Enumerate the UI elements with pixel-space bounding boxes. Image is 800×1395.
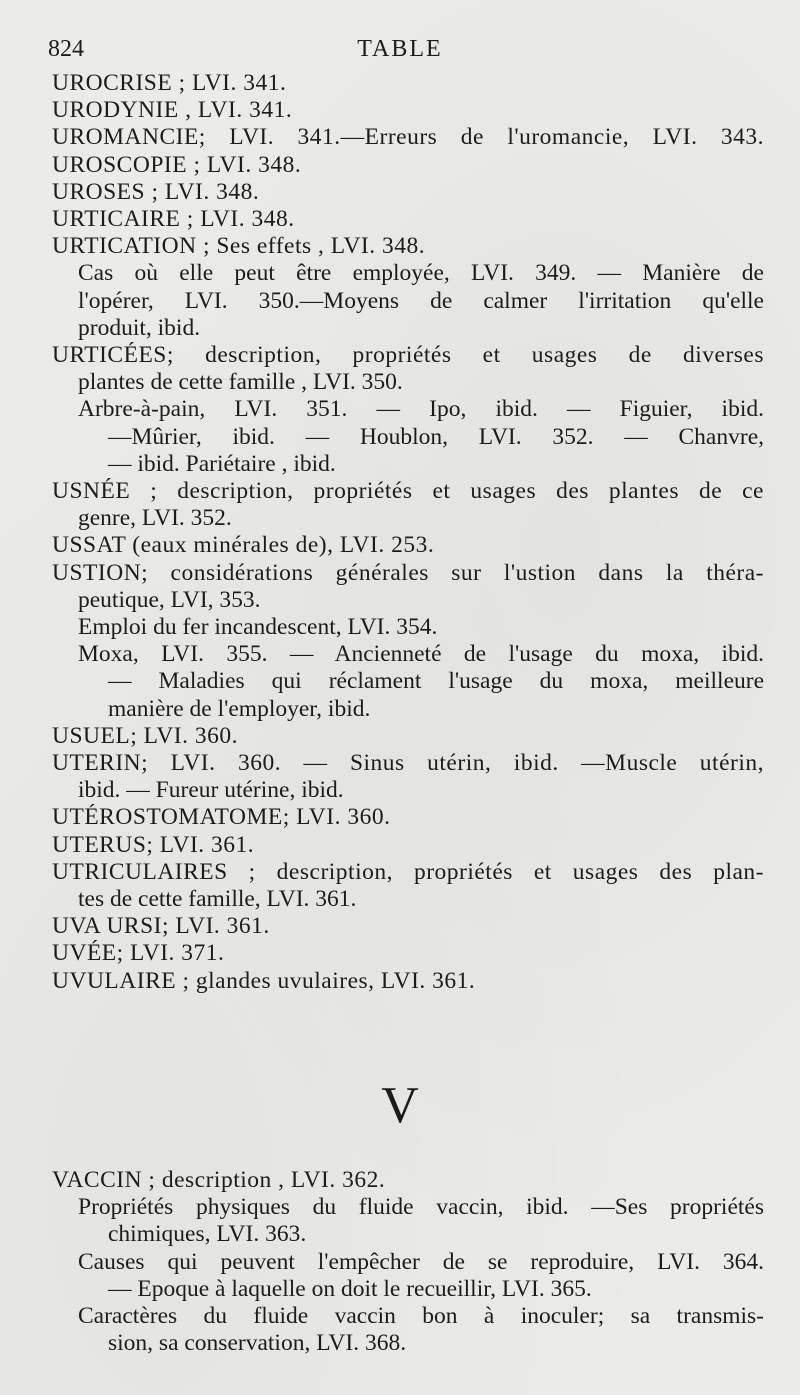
index-entry-line: URTICATION ; Ses effets , LVI. 348. <box>52 233 426 260</box>
index-entry <box>52 832 764 859</box>
index-entry-line: UTRICULAIRES ; description, propriétés et usages des plan- <box>52 858 764 885</box>
index-entry <box>52 342 764 396</box>
index-entry <box>52 1303 764 1357</box>
index-entry-line: genre, LVI. 352. <box>78 505 232 532</box>
index-entry-line: VACCIN ; description , LVI. 362. <box>52 1167 386 1193</box>
index-entry <box>52 206 764 233</box>
index-entry <box>52 152 764 179</box>
index-entry <box>52 179 764 206</box>
index-entry-line: UROSES ; LVI. 348. <box>52 178 260 205</box>
index-entry-line: l'opérer, LVI. 350.—Moyens de calmer l'irritation qu'elle <box>78 287 764 314</box>
index-entry-line: UVA URSI; LVI. 361. <box>52 913 270 940</box>
index-entry-line: — Maladies qui réclament l'usage du moxa, meilleure <box>108 668 764 695</box>
index-entry-line: UROSCOPIE ; LVI. 348. <box>52 151 302 178</box>
index-entry <box>52 641 764 723</box>
index-entry-line: — Epoque à laquelle on doit le recueillir, LVI. 365. <box>108 1275 592 1302</box>
index-entry-line: UTÉROSTOMATOME; LVI. 360. <box>52 804 391 831</box>
index-entry-line: sion, sa conservation, LVI. 368. <box>108 1330 407 1357</box>
index-entry-line: —Mûrier, ibid. — Houblon, LVI. 352. — Chanvre, <box>108 423 764 450</box>
page-number: 824 <box>48 36 84 62</box>
index-entry <box>52 233 764 260</box>
index-entry-line: Moxa, LVI. 355. — Ancienneté de l'usage du moxa, ibid. <box>78 641 764 668</box>
index-entry <box>52 859 764 913</box>
index-entry-line: UROCRISE ; LVI. 341. <box>52 70 287 96</box>
index-entry-line: — ibid. Pariétaire , ibid. <box>108 450 336 477</box>
index-entry-line: Caractères du fluide vaccin bon à inoculer; sa transmis- <box>78 1302 764 1329</box>
index-entry <box>52 260 764 342</box>
index-entries-u <box>52 70 764 995</box>
section-letter: V <box>381 1077 419 1134</box>
index-entry-line: USNÉE ; description, propriétés et usages des plantes de ce <box>52 477 764 504</box>
index-entry <box>52 750 764 804</box>
index-entry-line: chimiques, LVI. 363. <box>108 1221 307 1248</box>
index-entry-line: UTERIN; LVI. 360. — Sinus utérin, ibid. —Muscle utérin, <box>52 749 764 776</box>
index-entry-line: Cas où elle peut être employée, LVI. 349. — Manière de <box>78 260 764 287</box>
index-entry <box>52 1249 764 1303</box>
index-entry <box>52 1167 764 1194</box>
index-entry <box>52 396 764 478</box>
index-entry-line: USSAT (eaux minérales de), LVI. 253. <box>52 532 435 559</box>
index-entry <box>52 124 764 151</box>
index-entry-line: USUEL; LVI. 360. <box>52 722 238 749</box>
index-entry-line: plantes de cette famille , LVI. 350. <box>78 369 403 396</box>
index-entry <box>52 532 764 559</box>
index-entry <box>52 804 764 831</box>
index-entry-line: USTION; considérations générales sur l'ustion dans la théra- <box>52 559 764 586</box>
index-entry-line: Arbre-à-pain, LVI. 351. — Ipo, ibid. — Figuier, ibid. <box>78 396 764 423</box>
index-entries-v <box>52 1167 764 1357</box>
index-entry-line: UROMANCIE; LVI. 341.—Erreurs de l'uromancie, LVI. 343. <box>52 124 764 151</box>
index-entry-line: URTICÉES; description, propriétés et usages de diverses <box>52 341 764 368</box>
running-title: TABLE <box>357 36 443 62</box>
index-entry <box>52 940 764 967</box>
index-entry-line: tes de cette famille, LVI. 361. <box>78 885 357 912</box>
index-entry-line: UTERUS; LVI. 361. <box>52 831 255 858</box>
index-entry-line: URODYNIE , LVI. 341. <box>52 97 293 124</box>
index-entry-line: manière de l'employer, ibid. <box>108 695 371 722</box>
index-entry <box>52 478 764 532</box>
index-entry <box>52 913 764 940</box>
index-entry <box>52 723 764 750</box>
index-entry-line: Emploi du fer incandescent, LVI. 354. <box>78 613 438 640</box>
page-header <box>0 34 800 68</box>
index-entry-line: Propriétés physiques du fluide vaccin, ibid. —Ses propriétés <box>78 1194 764 1221</box>
index-entry-line: URTICAIRE ; LVI. 348. <box>52 206 295 232</box>
index-entry-line: peutique, LVI, 353. <box>78 586 261 613</box>
index-entry <box>52 70 764 97</box>
index-entry <box>52 1194 764 1248</box>
index-entry-line: Causes qui peuvent l'empêcher de se reproduire, LVI. 364. <box>78 1248 764 1275</box>
index-entry <box>52 968 764 995</box>
index-entry-line: produit, ibid. <box>78 314 201 341</box>
index-entry <box>52 560 764 614</box>
index-entry-line: ibid. — Fureur utérine, ibid. <box>78 777 344 804</box>
index-entry-line: UVULAIRE ; glandes uvulaires, LVI. 361. <box>52 967 476 994</box>
index-entry <box>52 614 764 641</box>
index-entry <box>52 97 764 124</box>
index-entry-line: UVÉE; LVI. 371. <box>52 940 225 967</box>
